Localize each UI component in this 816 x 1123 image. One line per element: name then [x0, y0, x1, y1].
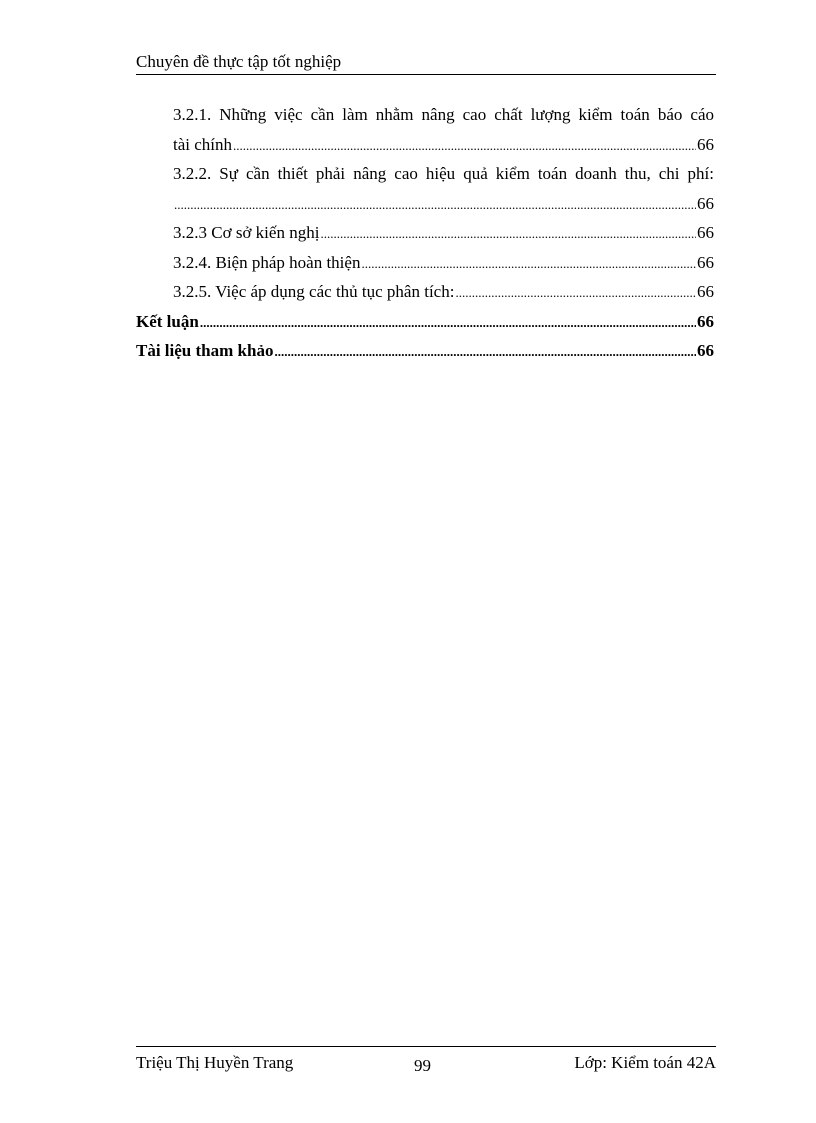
toc-entry-text: tài chính	[173, 134, 233, 154]
dot-leader	[233, 130, 696, 161]
toc-page-number: 66	[697, 193, 714, 213]
toc-entry-text: 3.2.1. Những việc cần làm nhằm nâng cao chất lượng kiểm toán báo cáo	[173, 105, 714, 124]
page-footer	[136, 1046, 716, 1077]
dot-leader	[455, 277, 696, 308]
toc-page-number: 66	[697, 134, 714, 154]
toc-entry-3-2-1-line2[interactable]	[136, 130, 714, 160]
dot-leader	[200, 307, 696, 338]
toc-page-number: 66	[697, 282, 714, 301]
toc-page-number: 66	[697, 311, 714, 331]
page-header	[136, 50, 716, 75]
footer-page-number: 99	[414, 1056, 431, 1075]
toc-entry-3-2-5[interactable]	[136, 277, 714, 307]
dot-leader	[320, 218, 696, 249]
toc-page-number: 66	[697, 341, 714, 360]
toc-entry-text: 3.2.5. Việc áp dụng các thủ tục phân tích:	[173, 282, 455, 301]
toc-entry-3-2-2-line2[interactable]	[136, 189, 714, 219]
toc-entry-3-2-2-line1[interactable]	[136, 159, 714, 189]
toc-entry-tai-lieu-tham-khao[interactable]	[136, 336, 714, 366]
toc-page-number: 66	[697, 223, 714, 242]
footer-author: Triệu Thị Huyền Trang	[136, 1053, 294, 1072]
toc-entry-text: Kết luận	[136, 311, 199, 331]
toc-entry-3-2-4[interactable]	[136, 248, 714, 278]
table-of-contents	[136, 100, 714, 366]
header-title: Chuyên đề thực tập tốt nghiệp	[136, 52, 342, 71]
toc-entry-text: 3.2.3 Cơ sở kiến nghị	[173, 223, 320, 242]
toc-entry-text: 3.2.4. Biện pháp hoàn thiện	[173, 252, 361, 272]
toc-entry-text: Tài liệu tham khảo	[136, 341, 274, 360]
toc-entry-ket-luan[interactable]	[136, 307, 714, 337]
dot-leader	[361, 248, 696, 279]
footer-class: Lớp: Kiểm toán 42A	[574, 1053, 716, 1072]
toc-entry-3-2-3[interactable]	[136, 218, 714, 248]
dot-leader	[274, 336, 696, 367]
dot-leader	[174, 189, 696, 220]
toc-entry-text: 3.2.2. Sự cần thiết phải nâng cao hiệu quả kiểm toán doanh thu, chi phí:	[173, 164, 714, 183]
toc-entry-3-2-1-line1[interactable]	[136, 100, 714, 130]
toc-page-number: 66	[697, 252, 714, 272]
